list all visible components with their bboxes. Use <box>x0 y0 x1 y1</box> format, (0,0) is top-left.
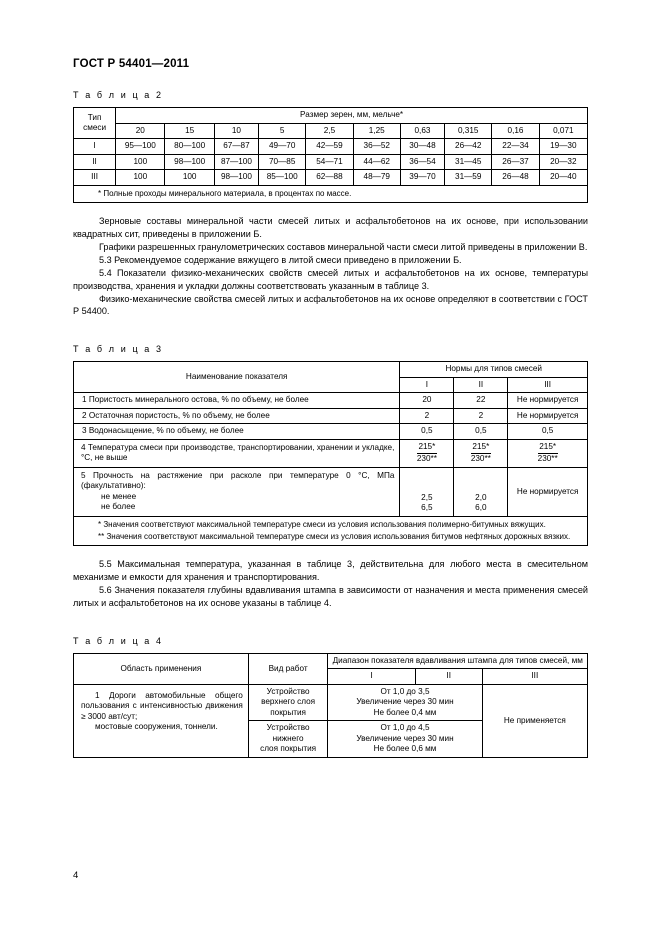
table3-row2-indicator: 3 Водонасыщение, % по объему, не более <box>74 424 400 440</box>
table4-row2-work-l3: слоя покрытия <box>260 744 317 754</box>
table-row <box>74 139 588 155</box>
fraction-value <box>417 442 437 465</box>
fraction-value <box>538 442 558 465</box>
table2-cell-2-7: 31—59 <box>445 170 492 186</box>
table4-header-work: Вид работ <box>248 653 328 684</box>
table2-cell-1-9: 20—32 <box>539 154 587 170</box>
table3-footnote-row-1 <box>74 516 588 530</box>
table-row <box>74 424 588 440</box>
table2-cell-2-5: 48—79 <box>353 170 400 186</box>
table4-row1-range-l1: От 1,0 до 3,5 <box>380 686 430 696</box>
table2-row1-type: II <box>74 154 116 170</box>
table3-header-norms: Нормы для типов смесей <box>400 362 588 378</box>
table4-type-II: II <box>415 669 482 685</box>
table2-cell-0-3: 49—70 <box>259 139 306 155</box>
table2-cell-1-8: 26—37 <box>492 154 539 170</box>
table2-cell-2-4: 62—88 <box>306 170 353 186</box>
table-2 <box>73 107 588 203</box>
table2-cell-1-3: 70—85 <box>259 154 306 170</box>
paragraph-group-after-table3 <box>73 558 588 610</box>
table4-row2-range-l1: От 1,0 до 4,5 <box>380 723 430 733</box>
table3-temp-I-num: 215* <box>417 442 437 454</box>
table2-size-2: 10 <box>214 123 258 139</box>
table2-cell-1-7: 31—45 <box>445 154 492 170</box>
fraction-value <box>471 442 491 465</box>
table3-row0-I: 20 <box>400 393 454 409</box>
paragraph-5-4: 5.4 Показатели физико-механических свойств смесей литых и асфальтобетонов на их основе, температуры производства, хранения и укладки должны соответствовать указанным в таблице 3. <box>73 267 588 291</box>
table3-temperature-II <box>454 439 508 467</box>
table3-footnote-1: * Значения соответствуют максимальной температуре смеси из условия использования полимерно-битумных вяжущих. <box>74 516 588 530</box>
table3-header-row-1 <box>74 362 588 378</box>
table2-cell-1-6: 36—54 <box>400 154 444 170</box>
table3-strength-I-max: 6,5 <box>421 503 433 513</box>
paragraph-physmech: Физико-механические свойства смесей литых и асфальтобетонов на их основе определяют в соответствии с ГОСТ Р 54400. <box>73 293 588 317</box>
table4-not-applicable: Не применяется <box>482 684 587 757</box>
table3-type-III: III <box>508 377 588 393</box>
table2-size-8: 0,16 <box>492 123 539 139</box>
table-row <box>74 408 588 424</box>
table2-header-row-1 <box>74 108 588 124</box>
table2-cell-1-5: 44—62 <box>353 154 400 170</box>
table-row-temperature <box>74 439 588 467</box>
table4-area-line1: 1 Дороги автомобильные общего пользования с интенсивностью движения ≥ 3000 авт/сут; <box>81 690 243 721</box>
table2-header-type-line2: смеси <box>83 123 107 132</box>
table3-header-indicator: Наименование показателя <box>74 362 400 393</box>
table2-cell-2-6: 39—70 <box>400 170 444 186</box>
table3-row1-III: Не нормируется <box>508 408 588 424</box>
table2-cell-0-0: 95—100 <box>116 139 165 155</box>
standard-number-header: ГОСТ Р 54401—2011 <box>73 58 190 70</box>
paragraph-5-6: 5.6 Значения показателя глубины вдавливания штампа в зависимости от назначения и места применения смесей литых и асфальтобетонов на их основе указаны в таблице 4. <box>73 584 588 608</box>
table3-row0-II: 22 <box>454 393 508 409</box>
table2-cell-0-2: 67—87 <box>214 139 258 155</box>
table3-temperature-III <box>508 439 588 467</box>
table2-header-type-line1: Тип <box>87 112 102 122</box>
table2-cell-0-1: 80—100 <box>165 139 214 155</box>
table2-size-9: 0,071 <box>539 123 587 139</box>
table3-temp-III-den: 230** <box>537 454 558 464</box>
table-3 <box>73 361 588 546</box>
table4-row1-range-l3: Не более 0,4 мм <box>373 707 437 717</box>
table2-cell-2-2: 98—100 <box>214 170 258 186</box>
table3-temp-I-den: 230** <box>416 454 437 464</box>
table2-header-grain-size: Размер зерен, мм, мельче* <box>116 108 588 124</box>
table4-row1-range <box>328 684 482 721</box>
paragraph-graphs: Графики разрешенных гранулометрических составов минеральной части смеси литой приведены в приложении В. <box>99 241 588 252</box>
table3-footnote-row-2 <box>74 531 588 546</box>
table3-row2-I: 0,5 <box>400 424 454 440</box>
table3-strength-III: Не нормируется <box>508 467 588 516</box>
table4-row2-range-l2: Увеличение через 30 мин <box>356 733 454 743</box>
table2-cell-1-1: 98—100 <box>165 154 214 170</box>
table3-strength-line1: 5 Прочность на растяжение при расколе при температуре 0 °С, МПа (факультативно): <box>81 470 395 491</box>
table3-type-I: I <box>400 377 454 393</box>
table4-type-I: I <box>328 669 415 685</box>
table2-cell-1-2: 87—100 <box>214 154 258 170</box>
table4-row1-work <box>248 684 328 721</box>
table2-cell-2-3: 85—100 <box>259 170 306 186</box>
table3-footnote-2: ** Значения соответствуют максимальной температуре смеси из условия использования битумов нефтяных дорожных вязких. <box>74 531 588 546</box>
table4-caption: Т а б л и ц а 4 <box>73 635 164 646</box>
table4-row2-range <box>328 721 482 758</box>
table3-strength-line2: не менее <box>101 491 137 501</box>
table-row <box>74 393 588 409</box>
table4-header-range: Диапазон показателя вдавливания штампа для типов смесей, мм <box>328 653 588 669</box>
table4-row2-work-l2: нижнего <box>272 733 304 743</box>
table3-strength-line3: не более <box>101 502 136 512</box>
table2-cell-0-4: 42—59 <box>306 139 353 155</box>
paragraph-5-3: 5.3 Рекомендуемое содержание вяжущего в литой смеси приведено в приложении Б. <box>99 254 462 265</box>
table2-size-1: 15 <box>165 123 214 139</box>
table2-cell-1-0: 100 <box>116 154 165 170</box>
table2-cell-0-7: 26—42 <box>445 139 492 155</box>
table3-temperature-I <box>400 439 454 467</box>
table4-header-area: Область применения <box>74 653 249 684</box>
table4-row1-work-l3: покрытия <box>270 707 306 717</box>
table-row <box>74 684 588 721</box>
page-number: 4 <box>73 870 79 881</box>
table4-area-line2: мостовые сооружения, тоннели. <box>95 722 218 732</box>
table4-header-row-1 <box>74 653 588 669</box>
paragraph-grain-compositions: Зерновые составы минеральной части смесей литых и асфальтобетонов на их основе, при использовании квадратных сит, приведены в приложении Б. <box>73 216 588 240</box>
table3-temp-II-den: 230** <box>470 454 491 464</box>
table3-row2-II: 0,5 <box>454 424 508 440</box>
table2-caption: Т а б л и ц а 2 <box>73 90 164 100</box>
table2-size-7: 0,315 <box>445 123 492 139</box>
table2-cell-2-1: 100 <box>165 170 214 186</box>
table2-size-5: 1,25 <box>353 123 400 139</box>
table2-size-4: 2,5 <box>306 123 353 139</box>
table4-row2-work <box>248 721 328 758</box>
table4-row1-work-l2: верхнего слоя <box>261 697 316 707</box>
table3-strength-indicator <box>74 467 400 516</box>
table-4 <box>73 653 588 758</box>
table3-row2-III: 0,5 <box>508 424 588 440</box>
table3-caption: Т а б л и ц а 3 <box>73 344 164 355</box>
table2-footnote-row <box>74 185 588 203</box>
table2-cell-0-8: 22—34 <box>492 139 539 155</box>
table2-cell-1-4: 54—71 <box>306 154 353 170</box>
table3-strength-I <box>400 467 454 516</box>
table-row <box>74 170 588 186</box>
table3-row1-I: 2 <box>400 408 454 424</box>
table3-temp-II-num: 215* <box>471 442 491 454</box>
table3-type-II: II <box>454 377 508 393</box>
table3-row0-III: Не нормируется <box>508 393 588 409</box>
table-row-strength <box>74 467 588 516</box>
table2-header-type <box>74 108 116 139</box>
table2-cell-2-9: 20—40 <box>539 170 587 186</box>
page-content <box>73 86 588 758</box>
table2-cell-2-0: 100 <box>116 170 165 186</box>
table2-size-6: 0,63 <box>400 123 444 139</box>
table4-row2-work-l1: Устройство <box>266 723 310 733</box>
table3-strength-II-min: 2,0 <box>475 492 487 502</box>
table3-row0-indicator: 1 Пористость минерального остова, % по объему, не более <box>74 393 400 409</box>
table2-header-row-2 <box>74 123 588 139</box>
table2-size-3: 5 <box>259 123 306 139</box>
table2-footnote: * Полные проходы минерального материала, в процентах по массе. <box>74 185 588 203</box>
table4-type-III: III <box>482 669 587 685</box>
table3-strength-II-max: 6,0 <box>475 503 487 513</box>
table4-row2-range-l3: Не более 0,6 мм <box>373 744 437 754</box>
paragraph-group-after-table2 <box>73 215 588 318</box>
table-row <box>74 154 588 170</box>
table2-cell-0-9: 19—30 <box>539 139 587 155</box>
table3-strength-I-min: 2,5 <box>421 492 433 502</box>
table4-row1-work-l1: Устройство <box>266 686 310 696</box>
table3-temp-III-num: 215* <box>538 442 558 454</box>
table2-row2-type: III <box>74 170 116 186</box>
table3-row1-indicator: 2 Остаточная пористость, % по объему, не более <box>74 408 400 424</box>
table2-cell-0-6: 30—48 <box>400 139 444 155</box>
table2-row0-type: I <box>74 139 116 155</box>
table3-temperature-indicator: 4 Температура смеси при производстве, транспортировании, хранении и укладке, °С, не выше <box>74 439 400 467</box>
table3-strength-II <box>454 467 508 516</box>
table2-cell-0-5: 36—52 <box>353 139 400 155</box>
table2-cell-2-8: 26—48 <box>492 170 539 186</box>
table3-row1-II: 2 <box>454 408 508 424</box>
table2-size-0: 20 <box>116 123 165 139</box>
paragraph-5-5: 5.5 Максимальная температура, указанная в таблице 3, действительна для любого места в смесительном механизме и емкости для хранения и транспортирования. <box>73 559 588 583</box>
table4-area-cell <box>74 684 249 757</box>
table4-row1-range-l2: Увеличение через 30 мин <box>356 697 454 707</box>
